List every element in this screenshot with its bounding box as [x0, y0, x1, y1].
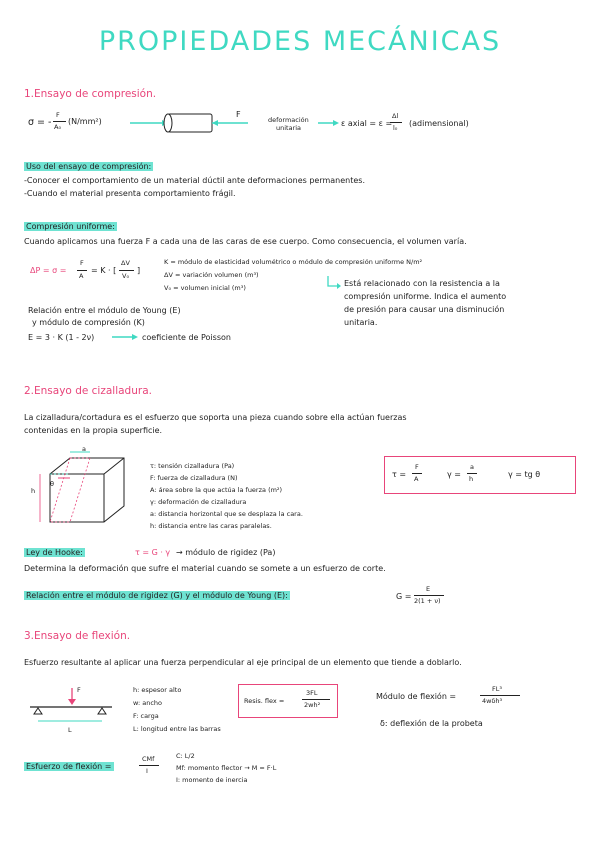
- res-bar: [302, 699, 330, 700]
- axial-formula: ε axial = ε =: [341, 119, 393, 128]
- esf-num: CMf: [142, 755, 155, 763]
- box-gamma: γ =: [447, 470, 461, 479]
- k-den: A: [79, 272, 84, 280]
- uso-line-2: -Cuando el material presenta comportamiento frágil.: [24, 189, 236, 198]
- k-bracket-den: V₀: [122, 272, 130, 280]
- uniforme-heading: [24, 222, 117, 231]
- box-gamma-den: h: [469, 475, 474, 483]
- compression-cylinder-diagram: [130, 108, 250, 138]
- section-2-heading: 2.Ensayo de cizalladura.: [24, 385, 152, 397]
- relation-line-2: y módulo de compresión (K): [32, 318, 145, 327]
- sigma-den: A₀: [54, 123, 62, 131]
- deform-label-l2: unitaria: [276, 124, 302, 132]
- box-tg: γ = tg θ: [508, 470, 541, 479]
- k-num: F: [80, 259, 84, 267]
- shear-intro-line-1: La cizalladura/cortadura es el esfuerzo que soporta una pieza cuando sobre ella actúan fuerzas: [24, 413, 407, 422]
- delta-def: δ: deflexión de la probeta: [380, 719, 483, 728]
- box-tau: τ =: [392, 470, 407, 479]
- i-def: I: momento de inercia: [176, 776, 248, 784]
- uso-heading-text: Uso del ensayo de compresión:: [26, 162, 152, 171]
- legend-v0: V₀ = volumen inicial (m³): [164, 284, 246, 292]
- mod-num: FL³: [492, 685, 502, 693]
- hooke-desc: → módulo de rigidez (Pa): [176, 548, 276, 557]
- shear-intro-line-2: contenidas en la propia superficie.: [24, 426, 163, 435]
- beam-span-label: L: [68, 726, 72, 734]
- shear-legend-tau: τ: tensión cizalladura (Pa): [150, 462, 235, 470]
- legend-k: K = módulo de elasticidad volumétrico o módulo de compresión uniforme N/m²: [164, 258, 423, 266]
- flex-legend-w: w: ancho: [133, 699, 162, 707]
- flex-legend-l: L: longitud entre las barras: [133, 725, 221, 733]
- k-fraction-bar: [77, 270, 87, 271]
- hooke-text: Determina la deformación que sufre el material cuando se somete a un esfuerzo de corte.: [24, 564, 386, 573]
- cube-a-label: a: [82, 445, 86, 453]
- flex-legend-f: F: carga: [133, 712, 159, 720]
- box-tau-den: A: [414, 475, 419, 483]
- section-1-heading: 1.Ensayo de compresión.: [24, 88, 157, 100]
- k-close: ]: [137, 266, 141, 275]
- esf-label: [24, 762, 114, 771]
- flexion-intro: Esfuerzo resultante al aplicar una fuerza perpendicular al eje principal de un elemento que tiende a doblarlo.: [24, 658, 462, 667]
- rigidity-relation-text: Relación entre el módulo de rigidez (G) y el módulo de Young (E):: [26, 591, 288, 600]
- shear-legend-distance: a: distancia horizontal que se desplaza la cara.: [150, 510, 303, 518]
- rel-den: 2(1 + ν): [414, 597, 441, 605]
- note-line-3: de presión para causar una disminución: [344, 305, 505, 314]
- res-num: 3FL: [306, 689, 318, 697]
- k-mid: = K · [: [91, 266, 117, 275]
- section-3-heading: 3.Ensayo de flexión.: [24, 630, 131, 642]
- axial-fraction-bar: [390, 122, 402, 123]
- shear-legend-a: A: área sobre la que actúa la fuerza (m²): [150, 486, 283, 494]
- box-gamma-num: a: [470, 463, 474, 471]
- relation-formula: E = 3 · K (1 - 2ν): [28, 333, 95, 342]
- shear-legend-h: h: distancia entre las caras paralelas.: [150, 522, 272, 530]
- axial-num: Δl: [392, 112, 399, 120]
- note-line-2: compresión uniforme. Indica el aumento: [344, 292, 507, 301]
- hooke-label-text: Ley de Hooke:: [26, 548, 83, 557]
- shear-cube-diagram: [46, 452, 146, 527]
- axial-unit: (adimensional): [409, 119, 469, 128]
- rel-bar: [414, 595, 444, 596]
- mod-den: 4wδh³: [482, 697, 503, 705]
- hooke-formula: τ = G · γ: [135, 548, 171, 557]
- cube-h-label: h: [31, 487, 36, 495]
- force-label: F: [236, 110, 241, 119]
- legend-dv: ΔV = variación volumen (m³): [164, 271, 259, 279]
- deform-label-l1: deformación: [268, 116, 309, 124]
- poisson-label: coeficiente de Poisson: [142, 333, 231, 342]
- uniforme-heading-text: Compresión uniforme:: [26, 222, 115, 231]
- axial-den: l₀: [393, 124, 398, 132]
- arrow-icon: [318, 119, 340, 127]
- sigma-num: F: [56, 111, 60, 119]
- box-gamma-bar: [467, 473, 477, 474]
- rigidity-relation-label: [24, 591, 290, 600]
- hooke-label: [24, 548, 85, 557]
- esf-label-text: Esfuerzo de flexión =: [26, 762, 112, 771]
- k-lhs: ΔP = σ =: [30, 266, 67, 275]
- box-tau-num: F: [415, 463, 419, 471]
- res-label: Resis. flex =: [244, 697, 285, 705]
- sigma-fraction-bar: [53, 121, 66, 122]
- rel-lhs: G =: [396, 592, 412, 601]
- sigma-lhs: σ = -: [28, 117, 52, 128]
- beam-force-label: F: [77, 686, 81, 694]
- cube-theta-label: θ: [50, 480, 54, 488]
- note-line-1: Está relacionado con la resistencia a la: [344, 279, 500, 288]
- shear-legend-gamma: γ: deformación de cizalladura: [150, 498, 247, 506]
- uso-heading: [24, 162, 153, 171]
- page-title: PROPIEDADES MECÁNICAS: [98, 26, 502, 57]
- esf-den: I: [146, 767, 148, 775]
- c-def: C: L/2: [176, 752, 195, 760]
- flexion-beam-diagram: [30, 688, 120, 733]
- esf-bar: [139, 765, 159, 766]
- note-line-4: unitaria.: [344, 318, 378, 327]
- uniforme-text: Cuando aplicamos una fuerza F a cada una de las caras de ese cuerpo. Como consecuencia, el volumen varía.: [24, 237, 467, 246]
- uso-line-1: -Conocer el comportamiento de un material dúctil ante deformaciones permanentes.: [24, 176, 365, 185]
- res-den: 2wh²: [304, 701, 321, 709]
- sigma-unit: (N/mm²): [68, 117, 102, 126]
- rel-num: E: [426, 585, 431, 593]
- arrow-icon: [112, 333, 140, 341]
- flex-legend-h: h: espesor alto: [133, 686, 182, 694]
- relation-line-1: Relación entre el módulo de Young (E): [28, 306, 181, 315]
- mf-def: Mf: momento flector → M = F·L: [176, 764, 277, 772]
- mod-label: Módulo de flexión =: [376, 692, 457, 701]
- box-tau-bar: [412, 473, 422, 474]
- k-bracket-bar: [119, 270, 134, 271]
- shear-legend-f: F: fuerza de cizalladura (N): [150, 474, 238, 482]
- shear-formula-box: [384, 456, 576, 494]
- hook-arrow-icon: [326, 276, 342, 292]
- mod-bar: [480, 695, 520, 696]
- k-bracket-num: ΔV: [121, 259, 130, 267]
